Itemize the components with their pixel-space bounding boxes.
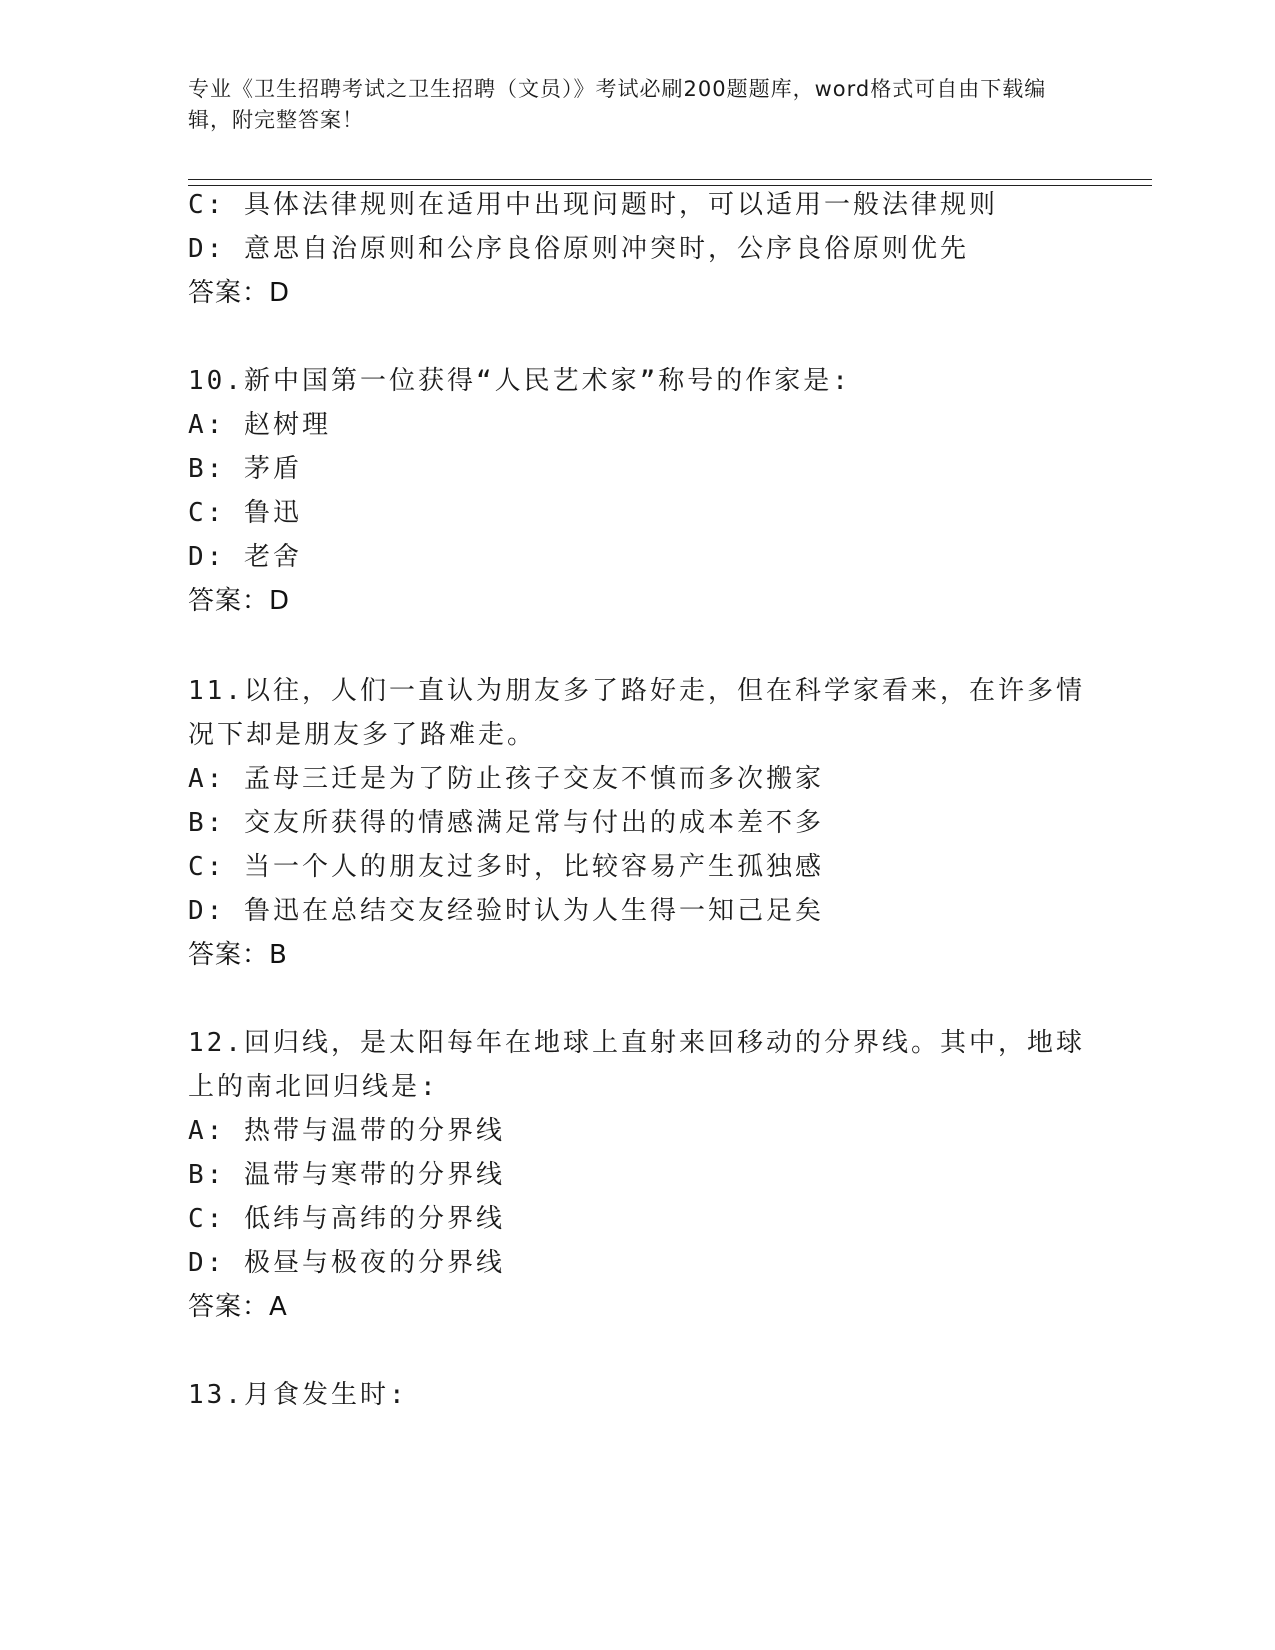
question-10-text: 10.新中国第一位获得“人民艺术家”称号的作家是: xyxy=(188,366,851,396)
header-divider-top xyxy=(188,179,1152,180)
document-title: 专业《卫生招聘考试之卫生招聘（文员）》考试必刷200题题库，word格式可自由下载编辑，附完整答案！ xyxy=(188,77,1047,132)
question-12-text-line2: 上的南北回归线是: xyxy=(188,1072,439,1102)
question-12-option-b: B: 温带与寒带的分界线 xyxy=(188,1160,505,1190)
question-11-option-d: D: 鲁迅在总结交友经验时认为人生得一知己足矣 xyxy=(188,896,824,926)
question-11-text-line2: 况下却是朋友多了路难走。 xyxy=(188,720,537,750)
question-11-answer: 答案：B xyxy=(188,940,288,970)
question-10-option-d: D: 老舍 xyxy=(188,542,302,572)
question-11-text-line1: 11.以往，人们一直认为朋友多了路好走，但在科学家看来，在许多情 xyxy=(188,676,1085,706)
question-13-text: 13.月食发生时: xyxy=(188,1380,408,1410)
header-divider-bottom xyxy=(188,185,1152,186)
question-11-option-c: C: 当一个人的朋友过多时，比较容易产生孤独感 xyxy=(188,852,824,882)
question-11-option-a: A: 孟母三迁是为了防止孩子交友不慎而多次搬家 xyxy=(188,764,824,794)
question-12-option-a: A: 热带与温带的分界线 xyxy=(188,1116,505,1146)
question-10-option-c: C: 鲁迅 xyxy=(188,498,302,528)
question-12-text-line1: 12.回归线，是太阳每年在地球上直射来回移动的分界线。其中，地球 xyxy=(188,1028,1085,1058)
question-9-option-d: D: 意思自治原则和公序良俗原则冲突时，公序良俗原则优先 xyxy=(188,234,969,264)
question-10-option-a: A: 赵树理 xyxy=(188,410,331,440)
question-9-option-c: C: 具体法律规则在适用中出现问题时，可以适用一般法律规则 xyxy=(188,190,998,220)
question-10-option-b: B: 茅盾 xyxy=(188,454,302,484)
question-12-option-c: C: 低纬与高纬的分界线 xyxy=(188,1204,505,1234)
document-header xyxy=(188,74,1068,136)
question-12-option-d: D: 极昼与极夜的分界线 xyxy=(188,1248,505,1278)
question-10-answer: 答案：D xyxy=(188,586,291,616)
question-12-answer: 答案：A xyxy=(188,1292,288,1322)
question-11-option-b: B: 交友所获得的情感满足常与付出的成本差不多 xyxy=(188,808,824,838)
question-9-answer: 答案：D xyxy=(188,278,291,308)
